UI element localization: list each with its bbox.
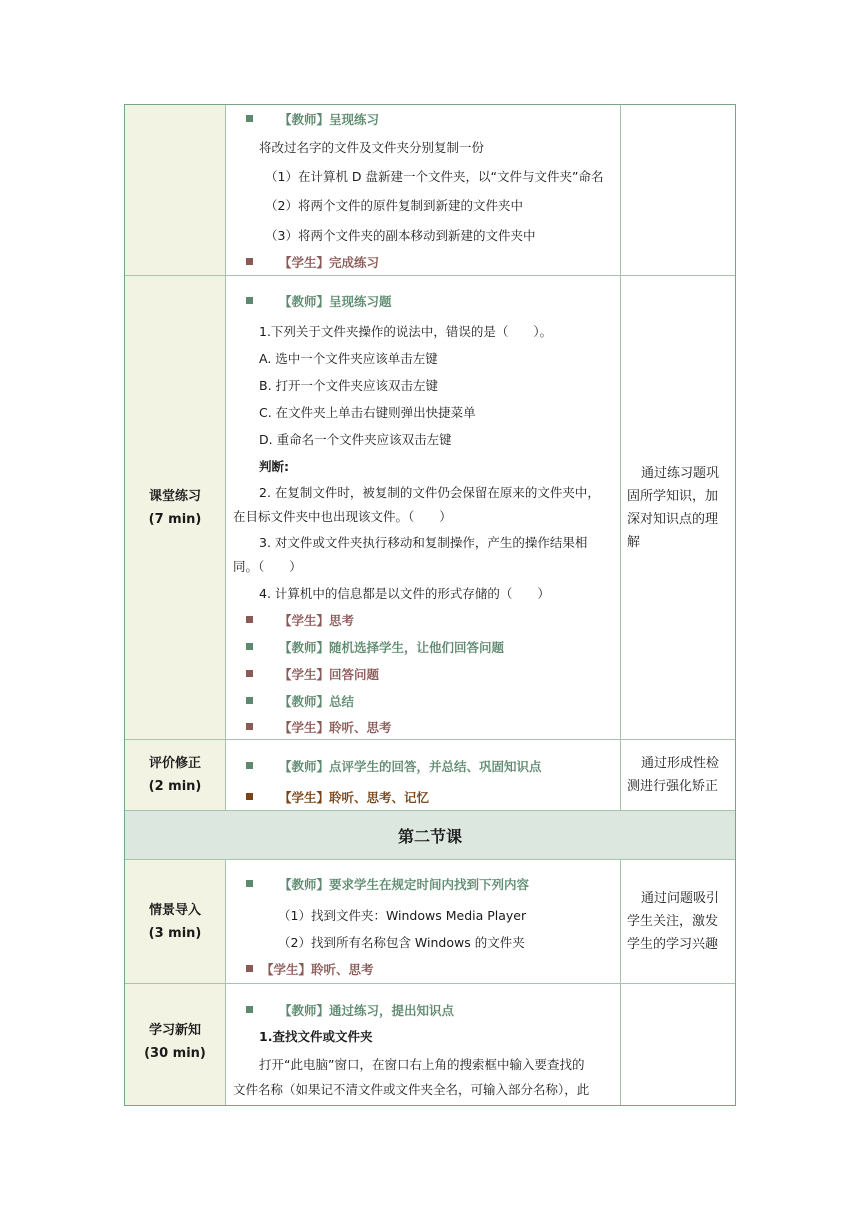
bullet-icon — [246, 1006, 253, 1013]
activity-label: 学习新知 — [148, 1023, 201, 1038]
bullet-icon — [246, 880, 253, 887]
activity-cell — [125, 276, 226, 739]
content-text: D. 重命名一个文件夹应该双击左键 — [259, 432, 452, 447]
section-header — [125, 811, 735, 860]
table-row — [125, 276, 735, 740]
teacher-line: 【教师】呈现练习题 — [246, 292, 620, 310]
note-text: 通过问题吸引学生关注，激发学生的学习兴趣 — [627, 891, 720, 952]
bullet-icon — [246, 697, 253, 704]
content-text: 4. 计算机中的信息都是以文件的形式存储的（ ） — [259, 586, 550, 601]
bullet-icon — [246, 115, 253, 122]
bullet-icon — [246, 297, 253, 304]
student-line: 【学生】聆听、思考、记忆 — [246, 788, 620, 806]
content-text: B. 打开一个文件夹应该双击左键 — [259, 378, 439, 393]
note-cell — [621, 984, 735, 1105]
teacher-line: 【教师】要求学生在规定时间内找到下列内容 — [246, 875, 620, 893]
student-line: 【学生】聆听、思考 — [246, 960, 620, 978]
content-text: 1.下列关于文件夹操作的说法中，错误的是（ ）。 — [259, 324, 553, 339]
student-line: 【学生】完成练习 — [246, 253, 620, 271]
note-cell — [621, 105, 735, 275]
student-line: 【学生】聆听、思考 — [246, 718, 620, 736]
content-text: 2. 在复制文件时，被复制的文件仍会保留在原来的文件夹中， — [259, 485, 600, 500]
activity-cell — [125, 860, 226, 983]
bullet-icon — [246, 643, 253, 650]
teacher-line: 【教师】通过练习，提出知识点 — [246, 1001, 620, 1019]
content-text: （3）将两个文件夹的副本移动到新建的文件夹中 — [265, 228, 536, 243]
content-text: A. 选中一个文件夹应该单击左键 — [259, 351, 438, 366]
activity-cell — [125, 105, 226, 275]
content-cell — [226, 860, 621, 983]
content-cell — [226, 105, 621, 275]
content-text: （2）找到所有名称包含 Windows 的文件夹 — [278, 935, 525, 950]
bullet-icon — [246, 793, 253, 800]
content-text: 同。（ ） — [233, 559, 302, 574]
content-text: 在目标文件夹中也出现该文件。（ ） — [233, 509, 452, 524]
content-cell — [226, 984, 621, 1105]
activity-duration: (7 min) — [148, 511, 202, 527]
activity-label: 课堂练习 — [148, 488, 201, 504]
teacher-line: 【教师】总结 — [246, 692, 620, 710]
note-cell — [621, 276, 735, 739]
student-line: 【学生】思考 — [246, 611, 620, 629]
lesson-plan-table — [124, 104, 736, 1106]
content-text: （1）找到文件夹：Windows Media Player — [278, 908, 527, 923]
content-text: 将改过名字的文件及文件夹分别复制一份 — [259, 140, 485, 155]
content-text: C. 在文件夹上单击右键则弹出快捷菜单 — [259, 405, 476, 420]
bullet-icon — [246, 670, 253, 677]
section-title: 第二节课 — [397, 826, 462, 846]
activity-duration: (30 min) — [144, 1046, 206, 1061]
content-text: （1）在计算机 D 盘新建一个文件夹，以“文件与文件夹”命名 — [265, 169, 604, 184]
note-text: 通过形成性检测进行强化矫正 — [627, 756, 720, 794]
activity-cell — [125, 740, 226, 810]
content-cell — [226, 276, 621, 739]
table-row — [125, 984, 735, 1105]
note-text: 通过练习题巩固所学知识，加深对知识点的理解 — [627, 465, 720, 550]
teacher-line: 【教师】点评学生的回答，并总结、巩固知识点 — [246, 757, 620, 775]
table-row — [125, 860, 735, 984]
bullet-icon — [246, 723, 253, 730]
note-cell — [621, 860, 735, 983]
bullet-icon — [246, 616, 253, 623]
activity-duration: (3 min) — [148, 925, 202, 941]
table-row — [125, 105, 735, 276]
activity-cell — [125, 984, 226, 1105]
teacher-line: 【教师】随机选择学生，让他们回答问题 — [246, 638, 620, 656]
content-text: 3. 对文件或文件夹执行移动和复制操作，产生的操作结果相 — [259, 535, 588, 550]
content-text: 判断: — [259, 459, 289, 474]
subheading: 1.查找文件或文件夹 — [259, 1029, 373, 1044]
activity-label: 情景导入 — [148, 902, 201, 918]
bullet-icon — [246, 965, 253, 972]
bullet-icon — [246, 258, 253, 265]
content-text: 打开“此电脑”窗口，在窗口右上角的搜索框中输入要查找的 — [259, 1057, 585, 1072]
teacher-line: 【教师】呈现练习 — [246, 110, 620, 128]
activity-label: 评价修正 — [148, 756, 201, 771]
activity-duration: (2 min) — [148, 779, 202, 794]
content-text: （2）将两个文件的原件复制到新建的文件夹中 — [265, 198, 523, 213]
content-cell — [226, 740, 621, 810]
note-cell — [621, 740, 735, 810]
bullet-icon — [246, 762, 253, 769]
student-line: 【学生】回答问题 — [246, 665, 620, 683]
content-text: 文件名称（如果记不清文件或文件夹全名，可输入部分名称），此 — [233, 1082, 590, 1097]
table-row — [125, 740, 735, 811]
